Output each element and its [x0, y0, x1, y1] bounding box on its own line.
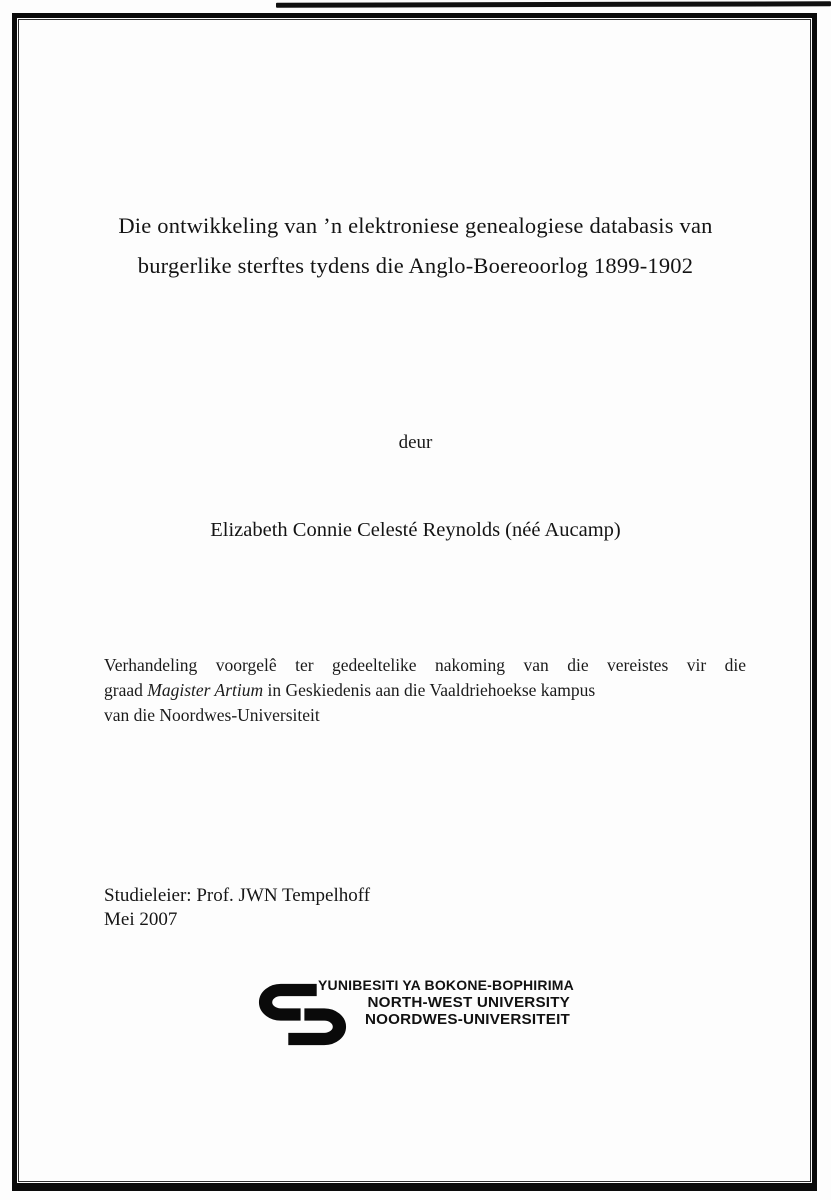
- supervisor-line: Studieleier: Prof. JWN Tempelhoff: [104, 885, 371, 906]
- submission-statement: [104, 653, 746, 728]
- submission-line2-post: in Geskiedenis aan die Vaaldriehoekse kampus: [263, 680, 596, 700]
- submission-line3: van die Noordwes-Universiteit: [104, 705, 320, 725]
- logo-line-setswana: YUNIBESITI YA BOKONE-BOPHIRIMA: [318, 977, 574, 993]
- degree-name: Magister Artium: [147, 680, 264, 700]
- thesis-title-line1: Die ontwikkeling van ’n elektroniese genealogiese databasis van: [118, 213, 713, 238]
- scan-edge-artifact: [276, 1, 831, 7]
- logo-line-english: NORTH-WEST UNIVERSITY: [367, 994, 570, 1011]
- supervisor-block: [104, 884, 370, 932]
- author-name: Elizabeth Connie Celesté Reynolds (néé Aucamp): [210, 519, 621, 541]
- date-line: Mei 2007: [104, 909, 178, 930]
- submission-line1: Verhandeling voorgelê ter gedeeltelike nakoming van die vereistes vir die: [104, 655, 746, 675]
- byline-deur: deur: [398, 432, 433, 453]
- submission-line2: [104, 678, 746, 703]
- thesis-title: [0, 206, 831, 286]
- nwu-logo-text: [318, 977, 574, 1029]
- thesis-title-line2: burgerlike sterftes tydens die Anglo-Boereoorlog 1899-1902: [137, 253, 694, 278]
- nwu-logo: [258, 977, 578, 1049]
- submission-line2-pre: graad: [104, 680, 148, 700]
- logo-line-afrikaans: NOORDWES-UNIVERSITEIT: [364, 1011, 570, 1029]
